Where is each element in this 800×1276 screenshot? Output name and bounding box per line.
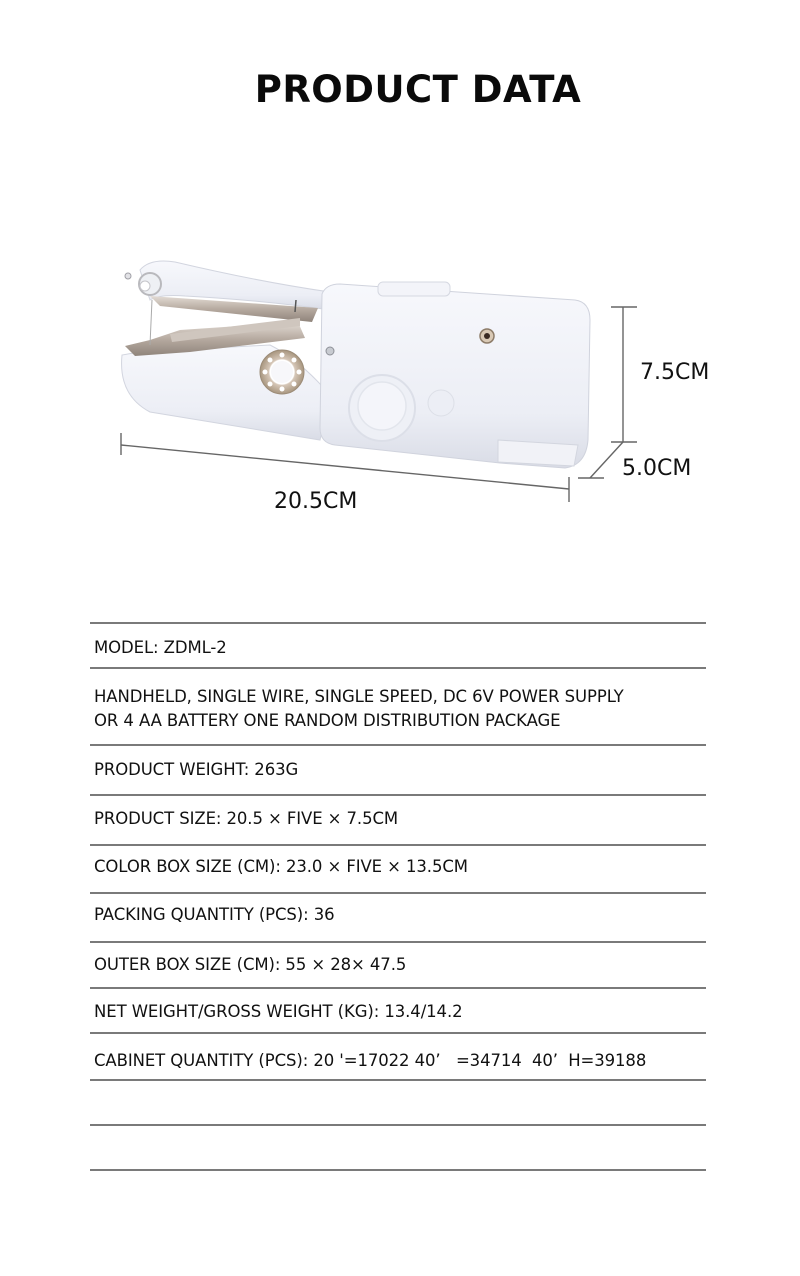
spec-row-color-box-size: COLOR BOX SIZE (CM): 23.0 × FIVE × 13.5CM	[94, 857, 468, 876]
spec-row-model: MODEL: ZDML-2	[94, 638, 227, 657]
table-divider	[90, 1032, 706, 1034]
table-divider	[90, 844, 706, 846]
page-title: PRODUCT DATA	[254, 68, 582, 111]
spec-row-cabinet-quantity: CABINET QUANTITY (PCS): 20 '=17022 40’ =34714 40’ H=39188	[94, 1051, 647, 1070]
table-divider	[90, 744, 706, 746]
top-slider	[378, 282, 450, 296]
spec-row-product-size: PRODUCT SIZE: 20.5 × FIVE × 7.5CM	[94, 809, 399, 828]
indicator-button	[428, 390, 454, 416]
depth-dimension-label: 5.0CM	[622, 456, 692, 481]
screw	[326, 347, 334, 355]
table-divider	[90, 1169, 706, 1171]
table-divider	[90, 1079, 706, 1081]
table-divider	[90, 794, 706, 796]
table-divider	[90, 987, 706, 989]
table-divider	[90, 622, 706, 624]
spec-row-packing-quantity: PACKING QUANTITY (PCS): 36	[94, 905, 335, 924]
table-divider	[90, 941, 706, 943]
spec-row-description-line1: HANDHELD, SINGLE WIRE, SINGLE SPEED, DC 6V POWER SUPPLY	[94, 687, 624, 706]
table-divider	[90, 1124, 706, 1126]
machine-body	[320, 284, 590, 468]
table-divider	[90, 892, 706, 894]
spec-row-description-line2: OR 4 AA BATTERY ONE RANDOM DISTRIBUTION PACKAGE	[94, 711, 561, 730]
height-dimension-label: 7.5CM	[640, 360, 710, 385]
spec-row-outer-box-size: OUTER BOX SIZE (CM): 55 × 28× 47.5	[94, 955, 407, 974]
spec-row-product-weight: PRODUCT WEIGHT: 263G	[94, 760, 299, 779]
spec-row-weight: NET WEIGHT/GROSS WEIGHT (KG): 13.4/14.2	[94, 1002, 463, 1021]
table-divider	[90, 667, 706, 669]
length-dimension-label: 20.5CM	[274, 489, 358, 514]
